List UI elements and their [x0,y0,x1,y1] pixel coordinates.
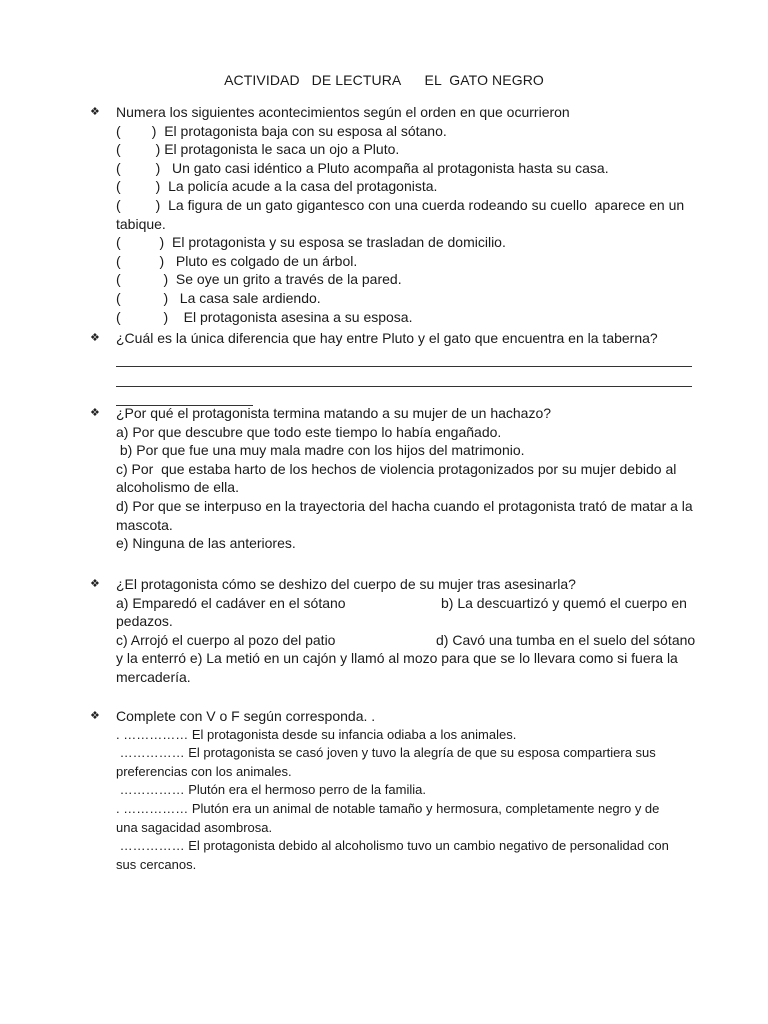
list-item: ( ) Pluto es colgado de un árbol. [116,252,358,269]
statement-line: . …………… El protagonista desde su infancia odiaba a los animales. [116,726,517,742]
question-difference [92,329,702,406]
option-text: e) Ninguna de las anteriores. [116,535,296,552]
answer-line[interactable] [116,348,692,368]
question-text: ¿El protagonista cómo se deshizo del cuerpo de su mujer tras asesinarla? [116,576,576,592]
answer-line[interactable] [116,367,692,387]
list-item: ( ) La figura de un gato gigantesco con una cuerda rodeando su cuello aparece en un [116,196,685,213]
list-item: tabique. [116,215,166,232]
list-item: ( ) El protagonista y su esposa se trasladan de domicilio. [116,234,506,251]
diamond-bullet-icon: ❖ [90,332,100,344]
statement-line: una sagacidad asombrosa. [116,819,273,835]
question-text: ¿Cuál es la única diferencia que hay entre Pluto y el gato que encuentra en la taberna? [116,330,658,346]
statement-line: …………… El protagonista se casó joven y tuvo la alegría de que su esposa compartiera sus [116,745,656,761]
question-text: Numera los siguientes acontecimientos según el orden en que ocurrieron [116,104,570,120]
option-text: d) Por que se interpuso en la trayectoria del hacha cuando el protagonista trató de matar a la [116,497,693,514]
option-text: mercadería. [116,668,191,685]
list-item: ( ) El protagonista asesina a su esposa. [116,308,413,325]
option-text: a) Por que descubre que todo este tiempo lo había engañado. [116,423,502,440]
list-item: ( ) La policía acude a la casa del protagonista. [116,178,438,195]
statement-line: …………… El protagonista debido al alcoholismo tuvo un cambio negativo de personalidad con [116,838,669,854]
option-row [92,631,702,650]
option-text: alcoholismo de ella. [116,479,239,496]
question-body [92,575,702,687]
question-text: Complete con V o F según corresponda. . [116,708,376,724]
option-text: b) Por que fue una muy mala madre con los hijos del matrimonio. [116,442,525,459]
statement-line: …………… Plutón era el hermoso perro de la familia. [116,782,426,798]
list-item: ( ) El protagonista le saca un ojo a Pluto. [116,141,400,158]
list-item: ( ) La casa sale ardiendo. [116,289,321,306]
option-d: d) Cavó una tumba en el suelo del sótano [436,631,696,648]
option-c: c) Arrojó el cuerpo al pozo del patio [116,631,336,648]
option-text: pedazos. [116,613,173,630]
option-b: b) La descuartizó y quemó el cuerpo en [441,594,687,611]
option-text: mascota. [116,516,173,533]
question-ordering [92,103,702,326]
statement-line: preferencias con los animales. [116,763,292,779]
diamond-bullet-icon: ❖ [90,106,100,118]
question-true-false [92,707,702,874]
option-row [92,594,702,613]
diamond-bullet-icon: ❖ [90,407,100,419]
statement-line: sus cercanos. [116,856,197,872]
statement-line: . …………… Plutón era un animal de notable tamaño y hermosura, completamente negro y de [116,800,660,816]
option-a: a) Emparedó el cadáver en el sótano [116,594,346,611]
option-text: y la enterró e) La metió en un cajón y llamó al mozo para que se lo llevara como si fuera la [116,650,678,667]
list-item: ( ) Se oye un grito a través de la pared. [116,271,402,288]
question-why [92,404,702,553]
list-item: ( ) El protagonista baja con su esposa al sótano. [116,122,447,139]
question-text: ¿Por qué el protagonista termina matando a su mujer de un hachazo? [116,405,552,421]
list-item: ( ) Un gato casi idéntico a Pluto acompaña al protagonista hasta su casa. [116,159,609,176]
option-text: c) Por que estaba harto de los hechos de violencia protagonizados por su mujer debido al [116,460,677,477]
diamond-bullet-icon: ❖ [90,710,100,722]
page-title: ACTIVIDAD DE LECTURA EL GATO NEGRO [224,72,544,88]
diamond-bullet-icon: ❖ [90,578,100,590]
